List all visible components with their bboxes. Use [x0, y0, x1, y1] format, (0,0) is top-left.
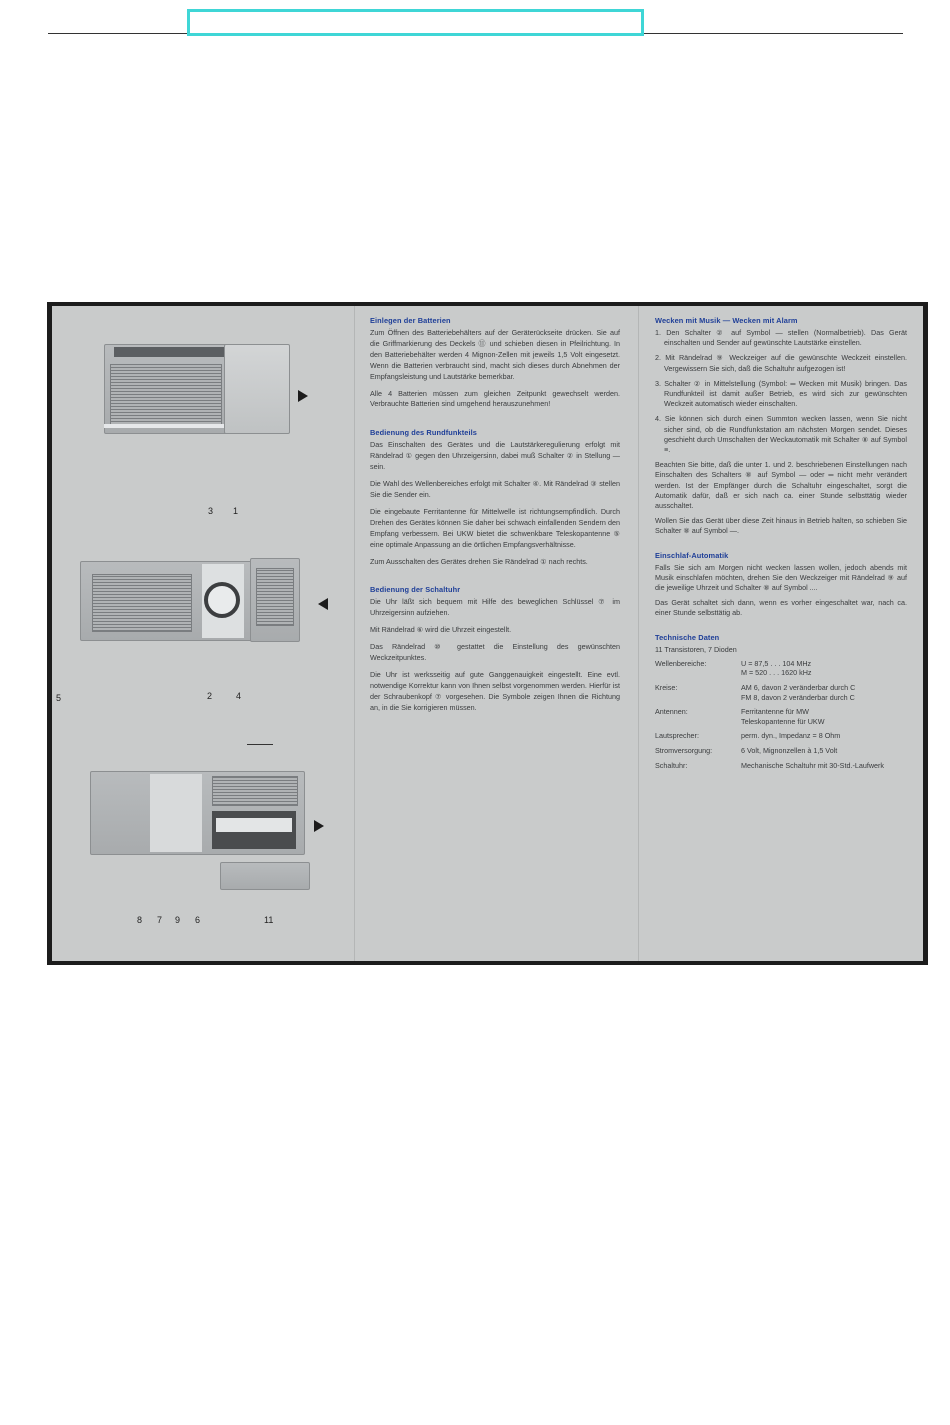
- paragraph: Zum Ausschalten des Gerätes drehen Sie Rändelrad ① nach rechts.: [370, 556, 588, 566]
- paragraph: Beachten Sie bitte, daß die unter 1. und 2. beschriebenen Einstellungen nach Einschalten des Schalters ⑧ auf Symbol — oder ═ nicht mehr verändert werden. Ist der Empfänger durch die Schaltuhr eingeschaltet, sorgt die Automatik dafür, daß er sich nach ca. einer Stunde selbsttätig wieder ausschaltet.: [655, 460, 907, 511]
- scale-mark: [247, 744, 273, 745]
- paragraph: Die Uhr ist werksseitig auf gute Ganggenauigkeit eingestellt. Eine evtl. notwendige Korrektur kann von Ihnen selbst vorgenommen werden. Hierfür ist der Schraubenkopf ⑦ vorgesehen. Die Symbole zeigen Ihnen die Richtung an, in die Sie korrigieren müssen.: [370, 669, 620, 712]
- list-item: 3. Schalter ② in Mittelstellung (Symbol: ═ Wecken mit Musik) bringen. Das Rundfunkteil ist damit außer Betrieb, es wird sich zur gewünschten Weckzeit automatisch wieder einschalten.: [655, 378, 907, 409]
- clock-face-icon: [204, 582, 240, 618]
- paragraph: Die Wahl des Wellenbereiches erfolgt mit Schalter ④. Mit Rändelrad ③ stellen Sie die Sender ein.: [370, 479, 620, 499]
- list-item: 2. Mit Rändelrad ⑨ Weckzeiger auf die gewünschte Weckzeit einstellen. Vergewissern Sie sich, daß die Schaltuhr aufgezogen ist!: [655, 353, 907, 373]
- spec-value: Mechanische Schaltuhr mit 30-Std.-Laufwerk: [741, 760, 885, 770]
- lid-grille: [256, 568, 294, 626]
- rear-grille: [212, 776, 298, 806]
- spec-value: AM 6, davon 2 veränderbar durch C FM 8, davon 2 veränderbar durch C: [741, 683, 856, 702]
- spec-value: 6 Volt, Mignonzellen à 1,5 Volt: [741, 746, 838, 756]
- figure-callout: 8: [137, 915, 143, 925]
- battery-cells: [216, 818, 292, 832]
- title-highlight-box: [187, 9, 644, 36]
- paragraph: Das Rändelrad ⑩ gestattet die Einstellung des gewünschten Weckzeitpunktes.: [370, 642, 620, 663]
- figure-callout: 3: [208, 506, 214, 516]
- spec-label: Stromversorgung:: [655, 746, 713, 756]
- paragraph: Wollen Sie das Gerät über diese Zeit hinaus in Betrieb halten, so schieben Sie Schalter ⑧ auf Symbol —.: [655, 516, 907, 536]
- clock-lid: [224, 344, 290, 434]
- battery-lid: [220, 862, 310, 890]
- section-heading: Technische Daten: [655, 632, 720, 642]
- spec-label: Kreise:: [655, 683, 678, 693]
- instructions-column-right: [655, 316, 907, 775]
- list-item: 1. Den Schalter ② auf Symbol — stellen (Normalbetrieb). Das Gerät einschalten und Sender auf gewünschte Lautstärke einstellen.: [655, 328, 907, 348]
- fold-line: [354, 306, 355, 961]
- section-heading: Einlegen der Batterien: [370, 316, 451, 325]
- arrow-right-icon: [298, 390, 308, 402]
- figure-callout: 4: [236, 691, 242, 701]
- speaker-grille: [92, 574, 192, 632]
- paragraph: Zum Öffnen des Batteriebehälters auf der Geräterückseite drücken. Sie auf die Griffmarkierung des Deckels ⑪ und schieben diesen in Pfeilrichtung. In den Batteriebehälter werden 4 Mignon-Zellen mit jeweils 1,5 Volt eingesetzt. Wenn die Batterien verbraucht sind, macht sich dieses durch Abnehmen der Empfangsleistung und Lautstärke bemerkbar.: [370, 328, 620, 381]
- paragraph: Falls Sie sich am Morgen nicht wecken lassen wollen, jedoch abends mit Musik einschlafen möchten, drehen Sie den Weckzeiger mit Rändelrad ⑨ auf die jeweilige Uhrzeit und Schalter ⑧ auf Symbol ....: [655, 562, 907, 593]
- tech-intro: 11 Transistoren, 7 Dioden: [655, 644, 737, 654]
- list-item: 4. Sie können sich durch einen Summton wecken lassen, wenn Sie nicht sicher sind, ob die Rundfunkstation am nächsten Morgen sendet. Dieses geschieht durch Umschalten der Weckautomatik mit Schalter ⑧ auf Symbol ≡.: [655, 414, 907, 455]
- spec-row: [655, 731, 907, 741]
- section-heading: Wecken mit Musik — Wecken mit Alarm: [655, 316, 798, 325]
- spec-value: perm. dyn., Impedanz = 8 Ohm: [741, 731, 841, 741]
- arrow-right-icon: [314, 820, 324, 832]
- spec-label: Wellenbereiche:: [655, 658, 707, 668]
- paragraph: Das Gerät schaltet sich dann, wenn es vorher eingeschaltet war, nach ca. einer Stunde selbsttätig ab.: [655, 598, 907, 618]
- spec-label: Antennen:: [655, 707, 688, 717]
- spec-row: [655, 746, 907, 756]
- spec-label: Lautsprecher:: [655, 731, 699, 741]
- figure-callout: 7: [157, 915, 163, 925]
- fold-line: [638, 306, 639, 961]
- spec-row: [655, 683, 907, 702]
- paragraph: Die eingebaute Ferritantenne für Mittelwelle ist richtungsempfindlich. Durch Drehen des Gerätes können Sie daher bei schwach einfallenden Sendern den Empfang verbessern. Bei UKW bietet die schwenkbare Teleskopantenne ⑤ eine optimale Anpassung an die örtlichen Empfangsverhältnisse.: [370, 506, 620, 549]
- paragraph: Alle 4 Batterien müssen zum gleichen Zeitpunkt gewechselt werden. Verbrauchte Batterien sind umgehend herauszunehmen!: [370, 388, 620, 409]
- figure-callout: 1: [233, 506, 239, 516]
- spec-row: [655, 761, 907, 771]
- spec-row: [655, 659, 907, 678]
- spec-row: [655, 707, 907, 726]
- figure-callout: 11: [264, 915, 274, 925]
- clock-back-panel: [150, 774, 202, 852]
- spec-value: Ferritantenne für MW Teleskopantenne für UKW: [741, 707, 825, 726]
- paragraph: Das Einschalten des Gerätes und die Lautstärkeregulierung erfolgt mit Rändelrad ① gegen den Uhrzeigersinn, dabei muß Schalter ② in Stellung — sein.: [370, 440, 620, 472]
- paragraph: Die Uhr läßt sich bequem mit Hilfe des beweglichen Schlüssel ⑦ im Uhrzeigersinn aufziehen.: [370, 597, 620, 618]
- instructions-column-middle: [370, 316, 620, 720]
- section-heading: Bedienung des Rundfunkteils: [370, 428, 477, 438]
- scanned-manual: [47, 302, 928, 965]
- tuning-scale: [114, 347, 224, 357]
- chrome-strip: [104, 424, 224, 428]
- figure-callout: 5: [56, 693, 62, 703]
- speaker-grille: [110, 364, 222, 426]
- spec-value: U = 87,5 . . . 104 MHz M = 520 . . . 1620 kHz: [741, 658, 812, 678]
- figure-callout: 9: [175, 915, 181, 925]
- manual-sheet: [52, 306, 923, 961]
- spec-label: Schaltuhr:: [655, 760, 688, 770]
- section-heading: Bedienung der Schaltuhr: [370, 585, 461, 595]
- paragraph: Mit Rändelrad ⑥ wird die Uhrzeit eingestellt.: [370, 625, 512, 635]
- figure-callout: 2: [207, 691, 213, 701]
- figure-callout: 6: [195, 915, 201, 925]
- arrow-left-icon: [318, 598, 328, 610]
- section-heading: Einschlaf-Automatik: [655, 550, 729, 560]
